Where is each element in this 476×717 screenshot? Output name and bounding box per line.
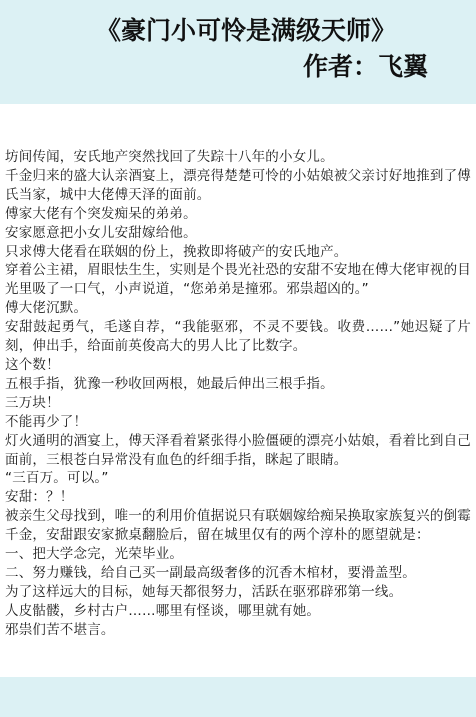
- paragraph: 千金归来的盛大认亲酒宴上，漂亮得楚楚可怜的小姑娘被父亲讨好地推到了傅氏当家，城中大佬傅天泽的面前。: [5, 167, 471, 203]
- paragraph: 三万块！: [5, 394, 60, 411]
- paragraph: 人皮骷髅，乡村古户……哪里有怪谈，哪里就有她。: [5, 602, 321, 619]
- paragraph: 穿着公主裙，眉眼怯生生，实则是个畏光社恐的安甜不安地在傅大佬审视的目光里吸了一口气，小声说道，“您弟弟是撞邪。邪祟超凶的。”: [5, 262, 471, 298]
- footer-band: [0, 677, 476, 717]
- paragraph: 二、努力赚钱，给自己买一副最高级奢侈的沉香木棺材，要滑盖型。: [5, 564, 416, 581]
- paragraph: 一、把大学念完，光荣毕业。: [5, 546, 184, 563]
- paragraph: 不能再少了！: [5, 413, 88, 430]
- paragraph: 安家愿意把小女儿安甜嫁给他。: [5, 224, 197, 241]
- paragraph: 被亲生父母找到，唯一的利用价值据说只有联姻嫁给痴呆换取家族复兴的倒霉千金，安甜跟安家掀桌翻脸后，留在城里仅有的两个淳朴的愿望就是：: [5, 508, 471, 544]
- paragraph: 邪祟们苦不堪言。: [5, 621, 115, 638]
- paragraph: 安甜鼓起勇气，毛遂自荐，“我能驱邪，不灵不要钱。收费……”她迟疑了片刻，伸出手，给面前英俊高大的男人比了比数字。: [5, 319, 471, 355]
- paragraph: 傅家大佬有个突发痴呆的弟弟。: [5, 205, 197, 222]
- paragraph: 这个数！: [5, 356, 60, 373]
- paragraph: 坊间传闻，安氏地产突然找回了失踪十八年的小女儿。: [5, 149, 334, 165]
- book-title: 《豪门小可怜是满级天师》: [96, 16, 397, 45]
- paragraph: 安甜：？！: [5, 489, 74, 506]
- paragraph: 五根手指，犹豫一秒收回两根，她最后伸出三根手指。: [5, 375, 334, 392]
- paragraph: 傅大佬沉默。: [5, 300, 88, 317]
- paragraph: 只求傅大佬看在联姻的份上，挽救即将破产的安氏地产。: [5, 243, 348, 260]
- paragraph: 为了这样远大的目标，她每天都很努力，活跃在驱邪辟邪第一线。: [5, 583, 403, 600]
- header-band: [0, 0, 476, 104]
- book-author: 作者：飞翼: [302, 52, 428, 81]
- synopsis-text: [5, 148, 471, 640]
- paragraph: “三百万。可以。”: [5, 470, 109, 487]
- paragraph: 灯火通明的酒宴上，傅天泽看着紧张得小脸僵硬的漂亮小姑娘，看着比到自己面前，三根苍白异常没有血色的纤细手指，眯起了眼睛。: [5, 432, 471, 468]
